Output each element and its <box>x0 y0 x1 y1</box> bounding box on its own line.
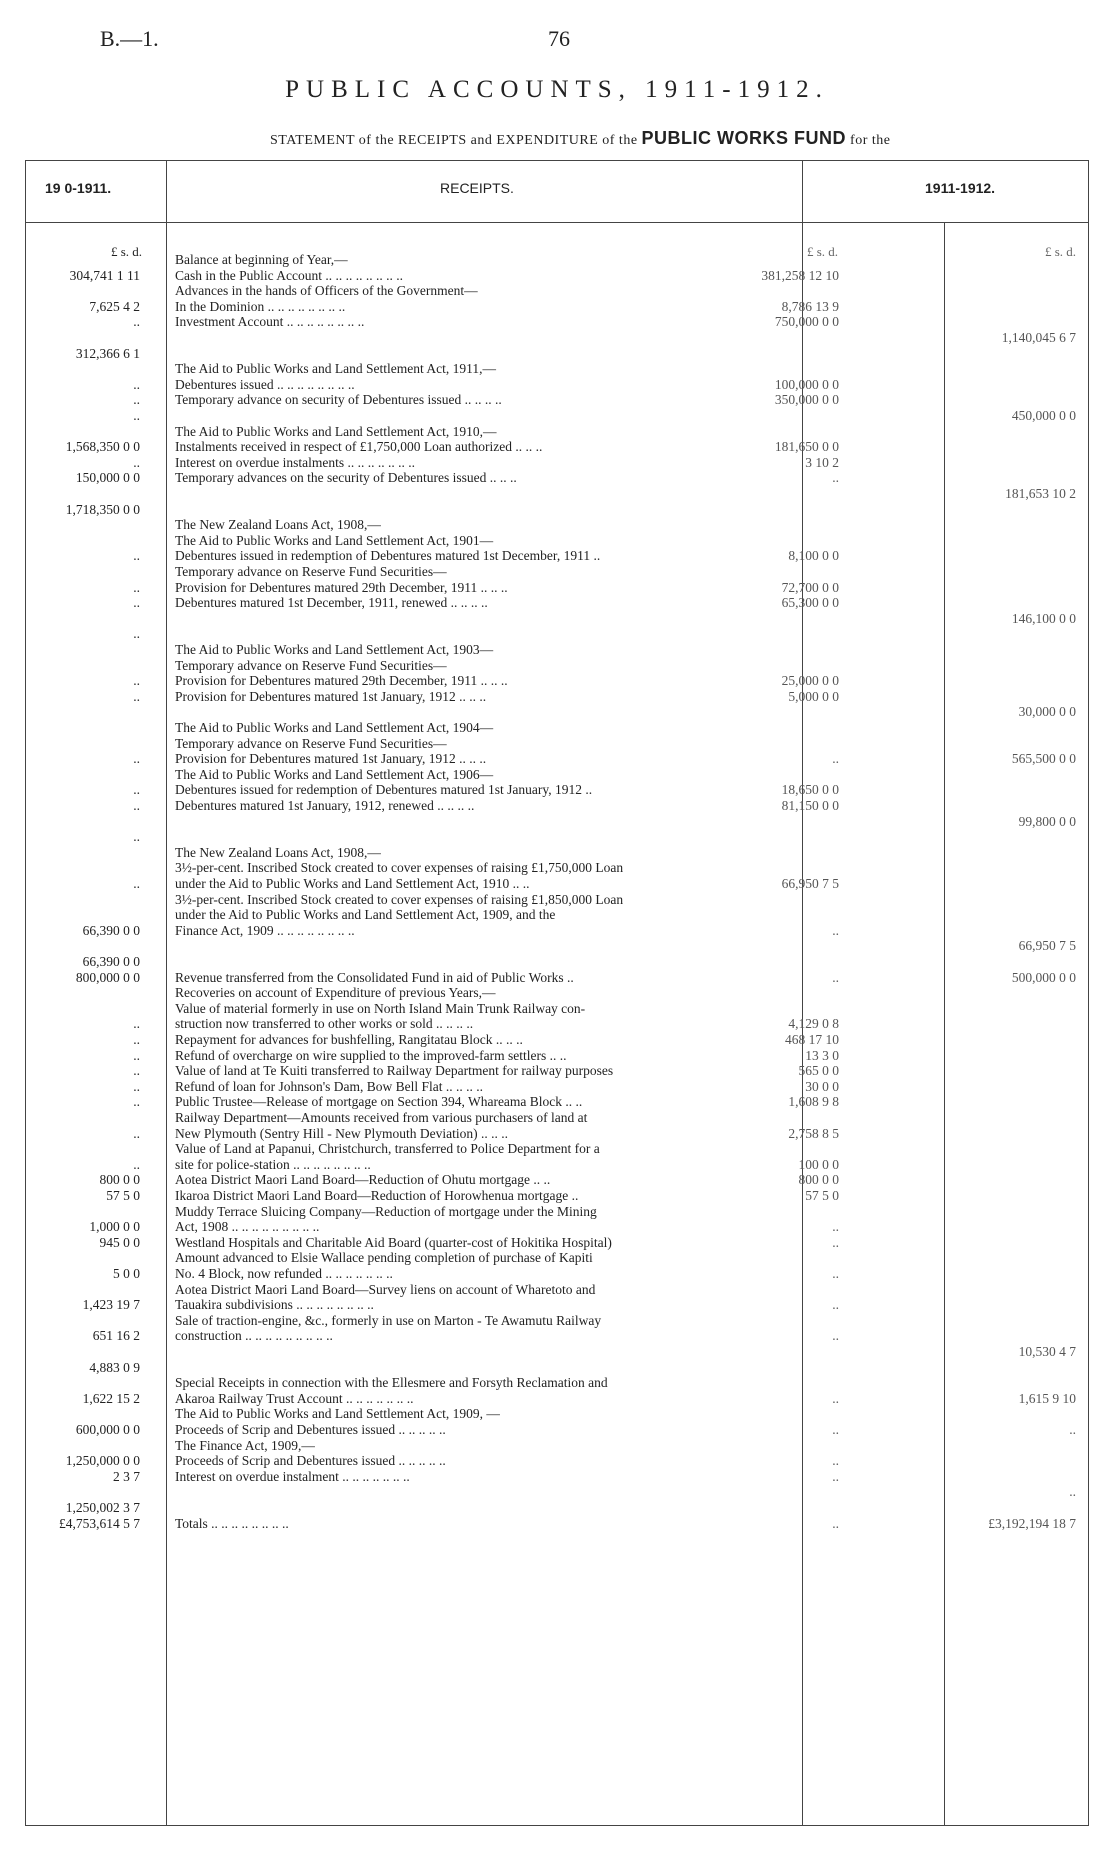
total-amount: 565,500 0 0 <box>1011 751 1076 767</box>
receipt-description: Debentures issued .. .. .. .. .. .. .. .. <box>175 376 355 392</box>
receipt-description: Totals .. .. .. .. .. .. .. .. <box>175 1515 289 1531</box>
receipt-description: Finance Act, 1909 .. .. .. .. .. .. .. .. <box>175 922 355 938</box>
receipt-description: Amount advanced to Elsie Wallace pending completion of purchase of Kapiti <box>175 1250 593 1266</box>
total-amount: 181,653 10 2 <box>1005 486 1076 501</box>
total-amount: 1,615 9 10 <box>1018 1390 1076 1406</box>
table-row <box>0 829 1114 844</box>
prev-year-amount: 800 0 0 <box>99 1172 140 1188</box>
table-row <box>0 876 1114 891</box>
receipt-description: Special Receipts in connection with the Ellesmere and Forsyth Reclamation and <box>175 1375 608 1391</box>
total-amount: 500,000 0 0 <box>1011 969 1076 985</box>
table-row <box>0 1048 1114 1063</box>
table-row <box>0 1391 1114 1406</box>
table-row <box>0 860 1114 875</box>
detail-amount: 25,000 0 0 <box>781 673 839 689</box>
table-row <box>0 1282 1114 1297</box>
receipt-description: site for police-station .. .. .. .. .. .. .. .. <box>175 1156 371 1172</box>
table-row <box>0 1126 1114 1141</box>
detail-amount: .. <box>832 1422 839 1437</box>
table-row <box>0 907 1114 922</box>
prev-year-amount: 312,366 6 1 <box>75 345 140 361</box>
currency-col4: £ s. d. <box>1044 244 1076 259</box>
prev-year-amount: .. <box>133 314 140 330</box>
prev-year-amount: .. <box>133 798 140 813</box>
detail-amount: 81,150 0 0 <box>781 798 839 813</box>
table-row <box>0 533 1114 548</box>
prev-year-amount: 150,000 0 0 <box>75 470 140 486</box>
table-row <box>0 1032 1114 1047</box>
table-row <box>0 595 1114 610</box>
detail-amount: 100 0 0 <box>798 1156 839 1172</box>
table-row <box>0 1063 1114 1078</box>
prev-year-amount: 304,741 1 11 <box>69 267 140 283</box>
receipt-description: under the Aid to Public Works and Land Settlement Act, 1909, and the <box>175 907 556 923</box>
table-row <box>0 767 1114 782</box>
table-row <box>0 1453 1114 1468</box>
table-row <box>0 1141 1114 1156</box>
currency-col3: £ s. d. <box>806 244 838 259</box>
receipt-description: Value of material formerly in use on North Island Main Trunk Railway con- <box>175 1000 586 1016</box>
table-row <box>0 1360 1114 1375</box>
table-row <box>0 704 1114 719</box>
table-row <box>0 564 1114 579</box>
prev-year-amount: .. <box>133 751 140 767</box>
table-row <box>0 1219 1114 1234</box>
table-row <box>0 1500 1114 1515</box>
prev-year-amount: .. <box>133 595 140 611</box>
table-row <box>0 361 1114 376</box>
receipt-description: struction now transferred to other works or sold .. .. .. .. <box>175 1016 474 1032</box>
prev-year-amount: 7,625 4 2 <box>89 298 140 314</box>
header-curr-year: 1911-1912. <box>925 180 996 196</box>
receipt-description: The New Zealand Loans Act, 1908,— <box>175 844 381 860</box>
receipt-description: The Aid to Public Works and Land Settlement Act, 1903— <box>175 642 494 657</box>
prev-year-amount: .. <box>133 829 140 845</box>
receipt-description: The Aid to Public Works and Land Settlement Act, 1909, — <box>175 1406 500 1422</box>
table-row <box>0 439 1114 454</box>
total-amount: 30,000 0 0 <box>1018 704 1076 720</box>
table-row <box>0 377 1114 392</box>
receipt-description: Muddy Terrace Sluicing Company—Reduction of mortgage under the Mining <box>175 1203 597 1219</box>
receipt-description: Temporary advance on security of Debentures issued .. .. .. .. <box>175 392 502 408</box>
detail-amount: 5,000 0 0 <box>788 688 839 704</box>
receipt-description: New Plymouth (Sentry Hill - New Plymouth Deviation) .. .. .. <box>175 1125 508 1141</box>
receipt-description: The Aid to Public Works and Land Settlement Act, 1901— <box>175 532 494 548</box>
table-row <box>0 845 1114 860</box>
table-row <box>0 751 1114 766</box>
receipt-description: Debentures issued in redemption of Debentures matured 1st December, 1911 .. <box>175 548 601 564</box>
detail-amount: .. <box>832 922 839 938</box>
prev-year-amount: .. <box>133 782 140 798</box>
detail-amount: .. <box>832 751 839 767</box>
detail-amount: .. <box>832 1390 839 1406</box>
detail-amount: 2,758 8 5 <box>788 1125 839 1141</box>
detail-amount: .. <box>832 1328 839 1344</box>
table-row <box>0 283 1114 298</box>
table-row <box>0 1079 1114 1094</box>
detail-amount: .. <box>832 1297 839 1313</box>
receipt-description: Railway Department—Amounts received from various purchasers of land at <box>175 1110 588 1125</box>
table-row <box>0 938 1114 953</box>
table-row <box>0 642 1114 657</box>
prev-year-amount: 57 5 0 <box>106 1188 140 1203</box>
receipt-description: The Finance Act, 1909,— <box>175 1437 315 1453</box>
table-row <box>0 1328 1114 1343</box>
detail-amount: 181,650 0 0 <box>774 439 839 455</box>
receipt-description: Recoveries on account of Expenditure of previous Years,— <box>175 985 496 1001</box>
table-row <box>0 626 1114 641</box>
table-row <box>0 455 1114 470</box>
prev-year-amount: .. <box>133 1016 140 1032</box>
prev-year-amount: 2 3 7 <box>113 1468 140 1484</box>
receipt-description: Sale of traction-engine, &c., formerly in use on Marton - Te Awamutu Railway <box>175 1312 602 1328</box>
prev-year-amount: 1,568,350 0 0 <box>65 439 140 455</box>
table-row <box>0 1204 1114 1219</box>
page-title: PUBLIC ACCOUNTS, 1911-1912. <box>285 76 829 103</box>
table-row <box>0 502 1114 517</box>
prev-year-amount: 1,250,002 3 7 <box>65 1500 140 1515</box>
total-amount: £3,192,194 18 7 <box>988 1515 1076 1531</box>
prev-year-amount: 1,000 0 0 <box>89 1219 140 1235</box>
detail-amount: 65,300 0 0 <box>781 595 839 611</box>
detail-amount: 72,700 0 0 <box>781 579 839 595</box>
detail-amount: .. <box>832 1515 839 1531</box>
header-prev-year: 19 0-1911. <box>45 180 112 196</box>
detail-amount: 13 3 0 <box>805 1047 839 1063</box>
table-row <box>0 1438 1114 1453</box>
header-bottom-rule <box>25 222 1089 223</box>
prev-year-amount: 1,423 19 7 <box>82 1297 140 1313</box>
prev-year-amount: .. <box>133 1032 140 1047</box>
receipt-description: under the Aid to Public Works and Land Settlement Act, 1910 .. .. <box>175 876 530 891</box>
subtitle-prefix: STATEMENT of the RECEIPTS and EXPENDITURE of the <box>270 133 638 148</box>
receipt-description: Aotea District Maori Land Board—Survey liens on account of Wharetoto and <box>175 1281 596 1297</box>
receipt-description: The Aid to Public Works and Land Settlement Act, 1911,— <box>175 361 497 377</box>
detail-amount: 468 17 10 <box>785 1032 839 1047</box>
prev-year-amount: .. <box>133 1063 140 1079</box>
header-ref: B.—1. <box>100 26 159 51</box>
receipt-description: Refund of loan for Johnson's Dam, Bow Bell Flat .. .. .. .. <box>175 1078 484 1094</box>
table-top-rule <box>25 160 1089 161</box>
prev-year-amount: .. <box>133 376 140 392</box>
receipt-description: Ikaroa District Maori Land Board—Reduction of Horowhenua mortgage .. <box>175 1188 579 1203</box>
receipt-description: Value of land at Te Kuiti transferred to Railway Department for railway purposes <box>175 1063 614 1079</box>
receipt-description: Public Trustee—Release of mortgage on Section 394, Whareama Block .. .. <box>175 1094 583 1110</box>
receipt-description: Act, 1908 .. .. .. .. .. .. .. .. .. <box>175 1219 320 1235</box>
prev-year-amount: 66,390 0 0 <box>82 954 140 969</box>
prev-year-amount: .. <box>133 673 140 689</box>
table-row <box>0 548 1114 563</box>
detail-amount: .. <box>832 1468 839 1484</box>
prev-year-amount: 600,000 0 0 <box>75 1422 140 1437</box>
total-amount: 1,140,045 6 7 <box>1001 330 1076 345</box>
receipt-description: The New Zealand Loans Act, 1908,— <box>175 517 381 533</box>
total-amount: .. <box>1069 1484 1076 1500</box>
receipt-description: Akaroa Railway Trust Account .. .. .. .. .. .. .. <box>175 1390 414 1406</box>
total-amount: 99,800 0 0 <box>1018 813 1076 829</box>
receipt-description: Temporary advance on Reserve Fund Securities— <box>175 564 447 579</box>
receipt-description: Temporary advances on the security of Debentures issued .. .. .. <box>175 470 517 486</box>
detail-amount: 1,608 9 8 <box>788 1094 839 1110</box>
prev-year-amount: .. <box>133 1047 140 1063</box>
table-bottom-rule <box>25 1825 1089 1826</box>
receipt-description: In the Dominion .. .. .. .. .. .. .. .. <box>175 298 346 314</box>
table-row <box>0 346 1114 361</box>
table-row <box>0 517 1114 532</box>
receipt-description: Debentures matured 1st January, 1912, renewed .. .. .. .. <box>175 798 475 813</box>
table-row <box>0 1016 1114 1031</box>
prev-year-amount: .. <box>133 392 140 408</box>
receipt-description: Proceeds of Scrip and Debentures issued .. .. .. .. .. <box>175 1422 446 1437</box>
table-row <box>0 923 1114 938</box>
detail-amount: .. <box>832 470 839 486</box>
prev-year-amount: 1,622 15 2 <box>82 1390 140 1406</box>
table-row <box>0 330 1114 345</box>
prev-year-amount: .. <box>133 408 140 423</box>
receipt-description: Revenue transferred from the Consolidated Fund in aid of Public Works .. <box>175 969 574 985</box>
detail-amount: 565 0 0 <box>798 1063 839 1079</box>
table-row <box>0 611 1114 626</box>
currency-prev: £ s. d. <box>110 244 142 259</box>
receipt-description: Provision for Debentures matured 1st January, 1912 .. .. .. <box>175 751 487 767</box>
table-row <box>0 1469 1114 1484</box>
prev-year-amount: 5 0 0 <box>113 1266 140 1281</box>
table-row <box>0 720 1114 735</box>
total-amount: 146,100 0 0 <box>1011 610 1076 626</box>
receipt-description: Provision for Debentures matured 29th December, 1911 .. .. .. <box>175 673 508 689</box>
table-row <box>0 814 1114 829</box>
receipt-description: Repayment for advances for bushfelling, Rangitatau Block .. .. .. <box>175 1032 523 1047</box>
detail-amount: 57 5 0 <box>805 1188 839 1203</box>
table-row <box>0 1172 1114 1187</box>
prev-year-amount: 945 0 0 <box>99 1234 140 1250</box>
detail-amount: 3 10 2 <box>805 454 839 470</box>
table-row <box>0 1094 1114 1109</box>
table-row <box>0 673 1114 688</box>
receipt-description: Interest on overdue instalment .. .. .. .. .. .. .. <box>175 1468 410 1484</box>
table-row <box>0 736 1114 751</box>
table-row <box>0 1188 1114 1203</box>
table-row <box>0 299 1114 314</box>
detail-amount: 66,950 7 5 <box>781 876 839 891</box>
table-row <box>0 1250 1114 1265</box>
table-row <box>0 782 1114 797</box>
detail-amount: 18,650 0 0 <box>781 782 839 798</box>
receipt-description: Debentures matured 1st December, 1911, renewed .. .. .. .. <box>175 595 488 611</box>
table-row <box>0 985 1114 1000</box>
prev-year-amount: 651 16 2 <box>92 1328 140 1344</box>
prev-year-amount: .. <box>133 876 140 891</box>
receipt-description: Temporary advance on Reserve Fund Securities— <box>175 657 447 673</box>
table-row <box>0 954 1114 969</box>
detail-amount: .. <box>832 1234 839 1250</box>
table-row <box>0 1516 1114 1531</box>
detail-amount: 8,100 0 0 <box>788 548 839 564</box>
table-row <box>0 1235 1114 1250</box>
detail-amount: .. <box>832 1266 839 1281</box>
prev-year-amount: .. <box>133 688 140 704</box>
prev-year-amount: 1,718,350 0 0 <box>65 501 140 517</box>
table-row <box>0 970 1114 985</box>
prev-year-amount: .. <box>133 1078 140 1094</box>
table-row <box>0 892 1114 907</box>
table-row <box>0 408 1114 423</box>
statement-subtitle <box>270 128 890 149</box>
table-row <box>0 798 1114 813</box>
prev-year-amount: .. <box>133 548 140 564</box>
receipt-description: The Aid to Public Works and Land Settlement Act, 1904— <box>175 720 494 735</box>
receipt-description: Debentures issued for redemption of Debentures matured 1st January, 1912 .. <box>175 782 593 798</box>
subtitle-suffix: for the <box>850 133 891 148</box>
total-amount: 450,000 0 0 <box>1011 408 1076 423</box>
receipt-description: Instalments received in respect of £1,750,000 Loan authorized .. .. .. <box>175 439 543 455</box>
detail-amount: 350,000 0 0 <box>774 392 839 408</box>
table-row <box>0 580 1114 595</box>
table-row <box>0 424 1114 439</box>
detail-amount: 8,786 13 9 <box>781 298 839 314</box>
detail-amount: 30 0 0 <box>805 1078 839 1094</box>
table-row <box>0 268 1114 283</box>
receipt-description: 3½-per-cent. Inscribed Stock created to cover expenses of raising £1,750,000 Loan <box>175 860 624 876</box>
prev-year-amount: .. <box>133 1156 140 1172</box>
table-row <box>0 1297 1114 1312</box>
prev-year-amount: .. <box>133 626 140 642</box>
receipt-description: Investment Account .. .. .. .. .. .. .. .. <box>175 314 365 330</box>
table-row <box>0 314 1114 329</box>
receipt-description: Tauakira subdivisions .. .. .. .. .. .. .. .. <box>175 1297 374 1313</box>
detail-amount: 100,000 0 0 <box>774 376 839 392</box>
page-number: 76 <box>548 26 570 51</box>
prev-year-amount: .. <box>133 1094 140 1110</box>
subtitle-fund: PUBLIC WORKS FUND <box>641 128 847 148</box>
table-row <box>0 1375 1114 1390</box>
table-row <box>0 1001 1114 1016</box>
table-row <box>0 689 1114 704</box>
table-row <box>0 658 1114 673</box>
table-row <box>0 1406 1114 1421</box>
table-row <box>0 1422 1114 1437</box>
table-row <box>0 1313 1114 1328</box>
receipt-description: Cash in the Public Account .. .. .. .. .. .. .. .. <box>175 267 403 283</box>
receipt-description: Westland Hospitals and Charitable Aid Board (quarter-cost of Hokitika Hospital) <box>175 1234 612 1250</box>
table-row <box>0 470 1114 485</box>
receipt-description: No. 4 Block, now refunded .. .. .. .. .. .. .. <box>175 1266 393 1281</box>
prev-year-amount: 66,390 0 0 <box>82 922 140 938</box>
detail-amount: 800 0 0 <box>798 1172 839 1188</box>
receipt-description: Refund of overcharge on wire supplied to the improved-farm settlers .. .. <box>175 1047 567 1063</box>
receipt-description: Interest on overdue instalments .. .. .. .. .. .. .. <box>175 454 415 470</box>
receipt-description: Provision for Debentures matured 29th December, 1911 .. .. .. <box>175 579 508 595</box>
receipt-description: The Aid to Public Works and Land Settlement Act, 1910,— <box>175 423 497 439</box>
detail-amount: .. <box>832 1219 839 1235</box>
total-amount: .. <box>1069 1422 1076 1437</box>
prev-year-amount: .. <box>133 1125 140 1141</box>
detail-amount: 750,000 0 0 <box>774 314 839 330</box>
table-row <box>0 1157 1114 1172</box>
prev-year-amount: .. <box>133 454 140 470</box>
table-row <box>0 1344 1114 1359</box>
table-row <box>0 486 1114 501</box>
detail-amount: .. <box>832 969 839 985</box>
header-receipts: RECEIPTS. <box>440 180 514 196</box>
receipt-description: Value of Land at Papanui, Christchurch, transferred to Police Department for a <box>175 1141 600 1157</box>
receipt-description: Temporary advance on Reserve Fund Securities— <box>175 735 447 751</box>
prev-year-amount: £4,753,614 5 7 <box>59 1515 140 1531</box>
receipt-description: Aotea District Maori Land Board—Reduction of Ohutu mortgage .. .. <box>175 1172 551 1188</box>
prev-year-amount: 4,883 0 9 <box>89 1359 140 1375</box>
detail-amount: 4,129 0 8 <box>788 1016 839 1032</box>
prev-year-amount: 1,250,000 0 0 <box>65 1453 140 1469</box>
table-row <box>0 1110 1114 1125</box>
table-row <box>0 1484 1114 1499</box>
table-row <box>0 252 1114 267</box>
prev-year-amount: 800,000 0 0 <box>75 969 140 985</box>
receipt-description: Advances in the hands of Officers of the Government— <box>175 283 478 299</box>
detail-amount: .. <box>832 1453 839 1469</box>
receipt-description: The Aid to Public Works and Land Settlement Act, 1906— <box>175 766 494 782</box>
receipt-description: 3½-per-cent. Inscribed Stock created to cover expenses of raising £1,850,000 Loan <box>175 891 624 907</box>
receipt-description: Balance at beginning of Year,— <box>175 252 348 267</box>
prev-year-amount: .. <box>133 579 140 595</box>
table-row <box>0 1266 1114 1281</box>
receipt-description: Proceeds of Scrip and Debentures issued .. .. .. .. .. <box>175 1453 446 1469</box>
table-row <box>0 392 1114 407</box>
detail-amount: 381,258 12 10 <box>761 267 839 283</box>
receipt-description: construction .. .. .. .. .. .. .. .. .. <box>175 1328 333 1344</box>
total-amount: 10,530 4 7 <box>1018 1344 1076 1359</box>
total-amount: 66,950 7 5 <box>1018 938 1076 954</box>
receipt-description: Provision for Debentures matured 1st January, 1912 .. .. .. <box>175 688 487 704</box>
